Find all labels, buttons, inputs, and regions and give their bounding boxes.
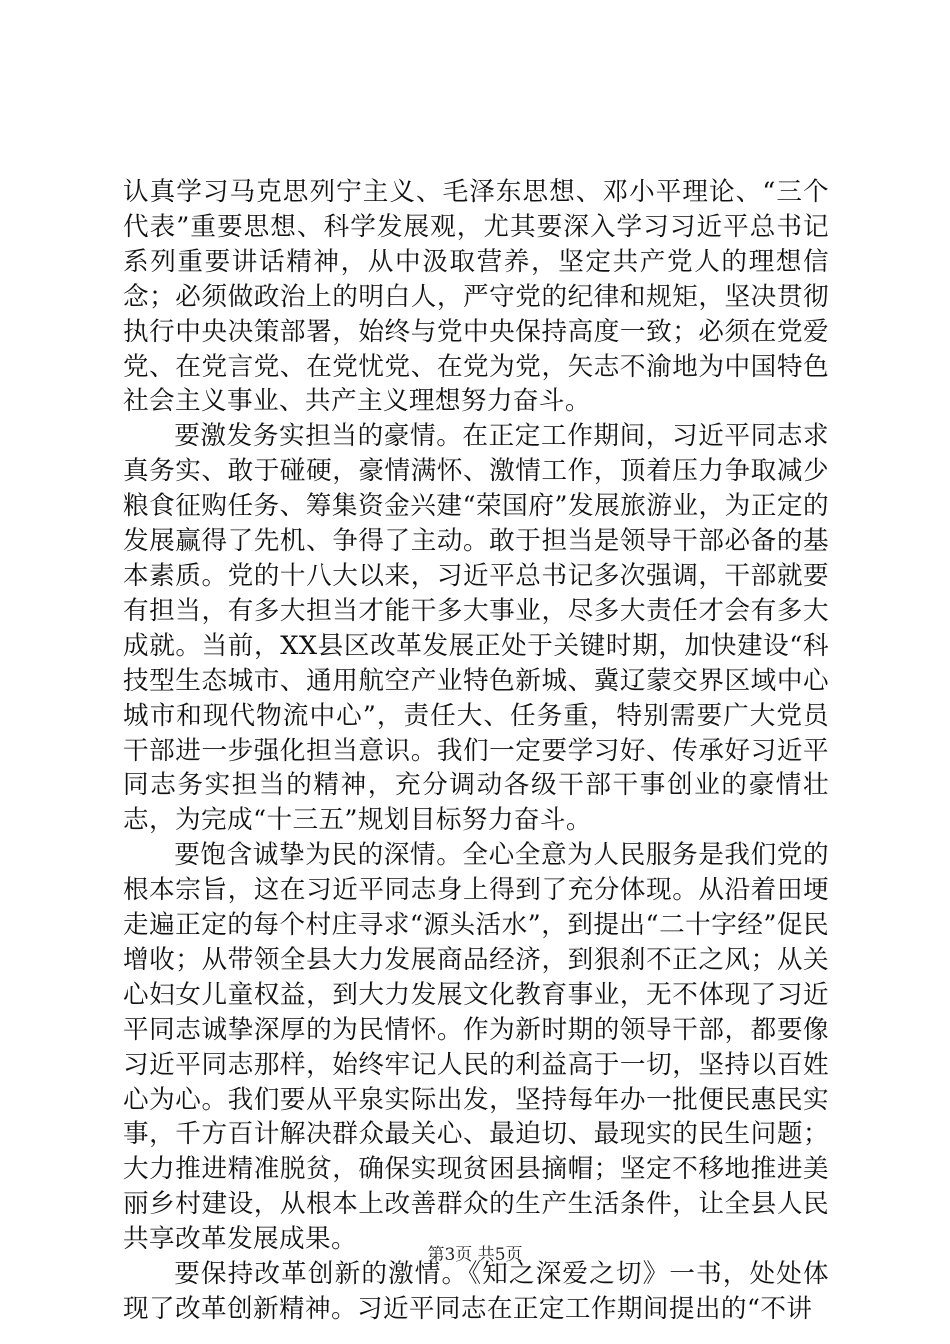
document-body	[123, 175, 829, 1327]
paragraph-continued: 认真学习马克思列宁主义、毛泽东思想、邓小平理论、“三个代表”重要思想、科学发展观，尤其要深入学习习近平总书记系列重要讲话精神，从中汲取营养，坚定共产党人的理想信念；必须做政治上的明白人，严守党的纪律和规矩，坚决贯彻执行中央决策部署，始终与党中央保持高度一致；必须在党爱党、在党言党、在党忧党、在党为党，矢志不渝地为中国特色社会主义事业、共产主义理想努力奋斗。	[123, 177, 829, 417]
paragraph-serve-the-people: 要饱含诚挚为民的深情。全心全意为人民服务是我们党的根本宗旨，这在习近平同志身上得到了充分体现。从沿着田埂走遍正定的每个村庄寻求“源头活水”，到提出“二十字经”促民增收；从带领全县大力发展商品经济，到狠刹不正之风；从关心妇女儿童权益，到大力发展文化教育事业，无不体现了习近平同志诚挚深厚的为民情怀。作为新时期的领导干部，都要像习近平同志那样，始终牢记人民的利益高于一切，坚持以百姓心为心。我们要从平泉实际出发，坚持每年办一批便民惠民实事，千方百计解决群众最关心、最迫切、最现实的民生问题；大力推进精准脱贫，确保实现贫困县摘帽；坚定不移地推进美丽乡村建设，从根本上改善群众的生产生活条件，让全县人民共享改革发展成果。	[123, 840, 829, 1255]
paragraph-reform-innovation: 要保持改革创新的激情。《知之深爱之切》一书，处处体现了改革创新精神。习近平同志在正定工作期间提出的“不讲	[123, 1259, 829, 1324]
paragraph-pragmatic-responsibility: 要激发务实担当的豪情。在正定工作期间，习近平同志求真务实、敢于碰硬，豪情满怀、激情工作，顶着压力争取减少粮食征购任务、筹集资金兴建“荣国府”发展旅游业，为正定的发展赢得了先机、争得了主动。敢于担当是领导干部必备的基本素质。党的十八大以来，习近平总书记多次强调，干部就要有担当，有多大担当才能干多大事业，尽多大责任才会有多大成就。当前，XX县区改革发展正处于关键时期，加快建设“科技型生态城市、通用航空产业特色新城、冀辽蒙交界区域中心城市和现代物流中心”，责任大、任务重，特别需要广大党员干部进一步强化担当意识。我们一定要学习好、传承好习近平同志务实担当的精神，充分调动各级干部干事创业的豪情壮志，为完成“十三五”规划目标努力奋斗。	[123, 421, 829, 836]
page-number-footer: 第3页 共5页	[427, 1245, 523, 1265]
